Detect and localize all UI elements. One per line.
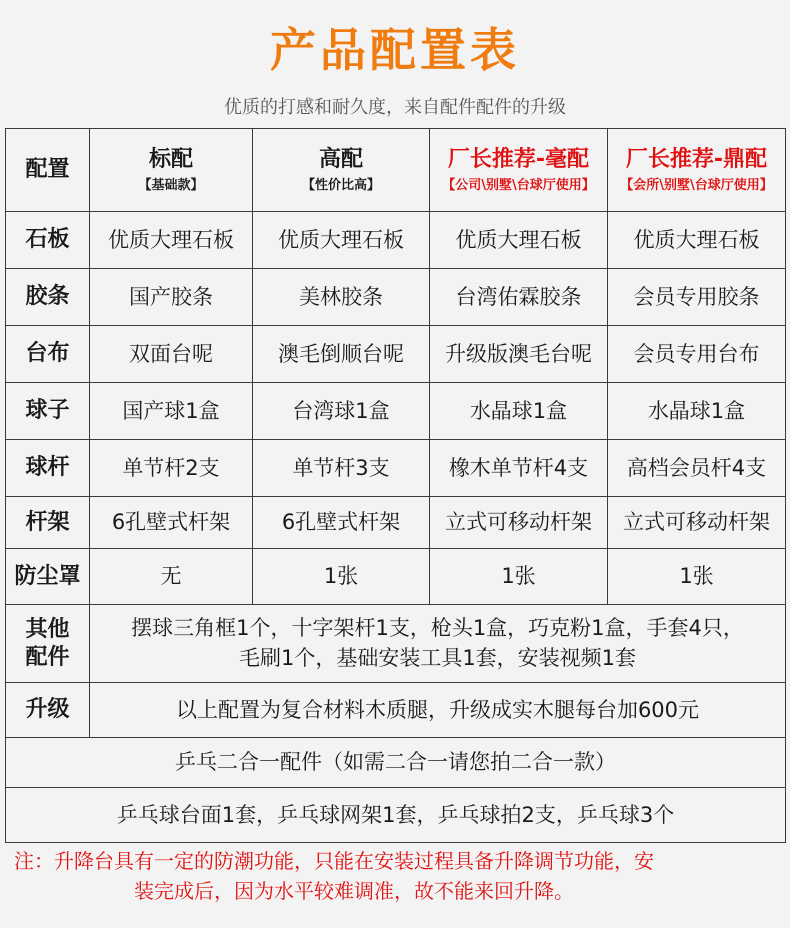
row-label: 胶条	[6, 269, 90, 326]
header-cell-standard	[90, 129, 253, 212]
upgrade-cell: 以上配置为复合材料木质腿，升级成实木腿每台加600元	[90, 683, 786, 738]
table-cell: 台湾球1盒	[253, 383, 430, 440]
row-label: 石板	[6, 212, 90, 269]
column-sub: 【基础款】	[138, 177, 204, 193]
table-cell: 台湾佑霖胶条	[430, 269, 608, 326]
table-row	[6, 326, 786, 383]
note-text	[14, 846, 778, 906]
column-name: 厂长推荐-毫配	[447, 147, 590, 173]
table-cell: 会员专用台布	[608, 326, 786, 383]
table-cell: 单节杆3支	[253, 440, 430, 497]
row-label: 防尘罩	[6, 549, 90, 605]
table-cell: 立式可移动杆架	[608, 497, 786, 549]
column-sub: 【性价比高】	[301, 177, 380, 193]
upgrade-row	[6, 683, 786, 738]
row-label: 台布	[6, 326, 90, 383]
table-cell: 美林胶条	[253, 269, 430, 326]
column-sub: 【会所\别墅\台球厅使用】	[620, 177, 773, 193]
other-accessories-cell	[90, 605, 786, 683]
table-cell: 1张	[608, 549, 786, 605]
table-cell: 优质大理石板	[253, 212, 430, 269]
table-row	[6, 212, 786, 269]
table-cell: 6孔壁式杆架	[90, 497, 253, 549]
row-label	[6, 605, 90, 683]
header-cell-high	[253, 129, 430, 212]
config-table	[5, 128, 786, 843]
table-cell: 立式可移动杆架	[430, 497, 608, 549]
pingpong-title-cell: 乒乓二合一配件（如需二合一请您拍二合一款）	[6, 738, 786, 788]
page-title: 产品配置表	[270, 23, 520, 77]
table-cell: 高档会员杆4支	[608, 440, 786, 497]
pingpong-items-row	[6, 788, 786, 843]
row-label-line: 其他	[25, 617, 70, 642]
table-cell: 水晶球1盒	[608, 383, 786, 440]
note-line: 注：升降台具有一定的防潮功能，只能在安装过程具备升降调节功能，安	[14, 849, 654, 873]
table-cell: 1张	[430, 549, 608, 605]
accessories-line: 毛刷1个，基础安装工具1套，安装视频1套	[238, 645, 637, 670]
pingpong-items-cell: 乒乓球台面1套，乒乓球网架1套，乒乓球拍2支，乒乓球3个	[6, 788, 786, 843]
table-row	[6, 549, 786, 605]
table-cell: 国产球1盒	[90, 383, 253, 440]
other-accessories-row	[6, 605, 786, 683]
table-row	[6, 497, 786, 549]
column-name: 标配	[148, 147, 193, 173]
table-cell: 优质大理石板	[430, 212, 608, 269]
table-cell: 橡木单节杆4支	[430, 440, 608, 497]
table-cell: 双面台呢	[90, 326, 253, 383]
header-cell-recommended-ding	[608, 129, 786, 212]
table-cell: 单节杆2支	[90, 440, 253, 497]
row-label: 杆架	[6, 497, 90, 549]
table-header-row	[6, 129, 786, 212]
corner-cell: 配置	[6, 129, 90, 212]
row-label: 球子	[6, 383, 90, 440]
table-row	[6, 440, 786, 497]
table-cell: 澳毛倒顺台呢	[253, 326, 430, 383]
table-cell: 1张	[253, 549, 430, 605]
table-cell: 升级版澳毛台呢	[430, 326, 608, 383]
table-cell: 国产胶条	[90, 269, 253, 326]
table-cell: 优质大理石板	[608, 212, 786, 269]
table-cell: 会员专用胶条	[608, 269, 786, 326]
row-label: 球杆	[6, 440, 90, 497]
row-label-line: 配件	[25, 644, 70, 670]
table-cell: 6孔壁式杆架	[253, 497, 430, 549]
pingpong-title-row	[6, 738, 786, 788]
table-cell: 无	[90, 549, 253, 605]
header-cell-recommended-hao	[430, 129, 608, 212]
note-line: 装完成后，因为水平较难调准，故不能来回升降。	[134, 879, 574, 903]
table-cell: 优质大理石板	[90, 212, 253, 269]
column-name: 厂长推荐-鼎配	[625, 147, 768, 173]
column-name: 高配	[318, 147, 363, 173]
table-row	[6, 269, 786, 326]
column-sub: 【公司\别墅\台球厅使用】	[442, 177, 595, 193]
row-label: 升级	[6, 683, 90, 738]
page-subtitle: 优质的打感和耐久度，来自配件配件的升级	[224, 97, 566, 118]
table-cell: 水晶球1盒	[430, 383, 608, 440]
accessories-line: 摆球三角框1个，十字架杆1支，枪头1盒，巧克粉1盒，手套4只，	[131, 616, 744, 641]
table-row	[6, 383, 786, 440]
